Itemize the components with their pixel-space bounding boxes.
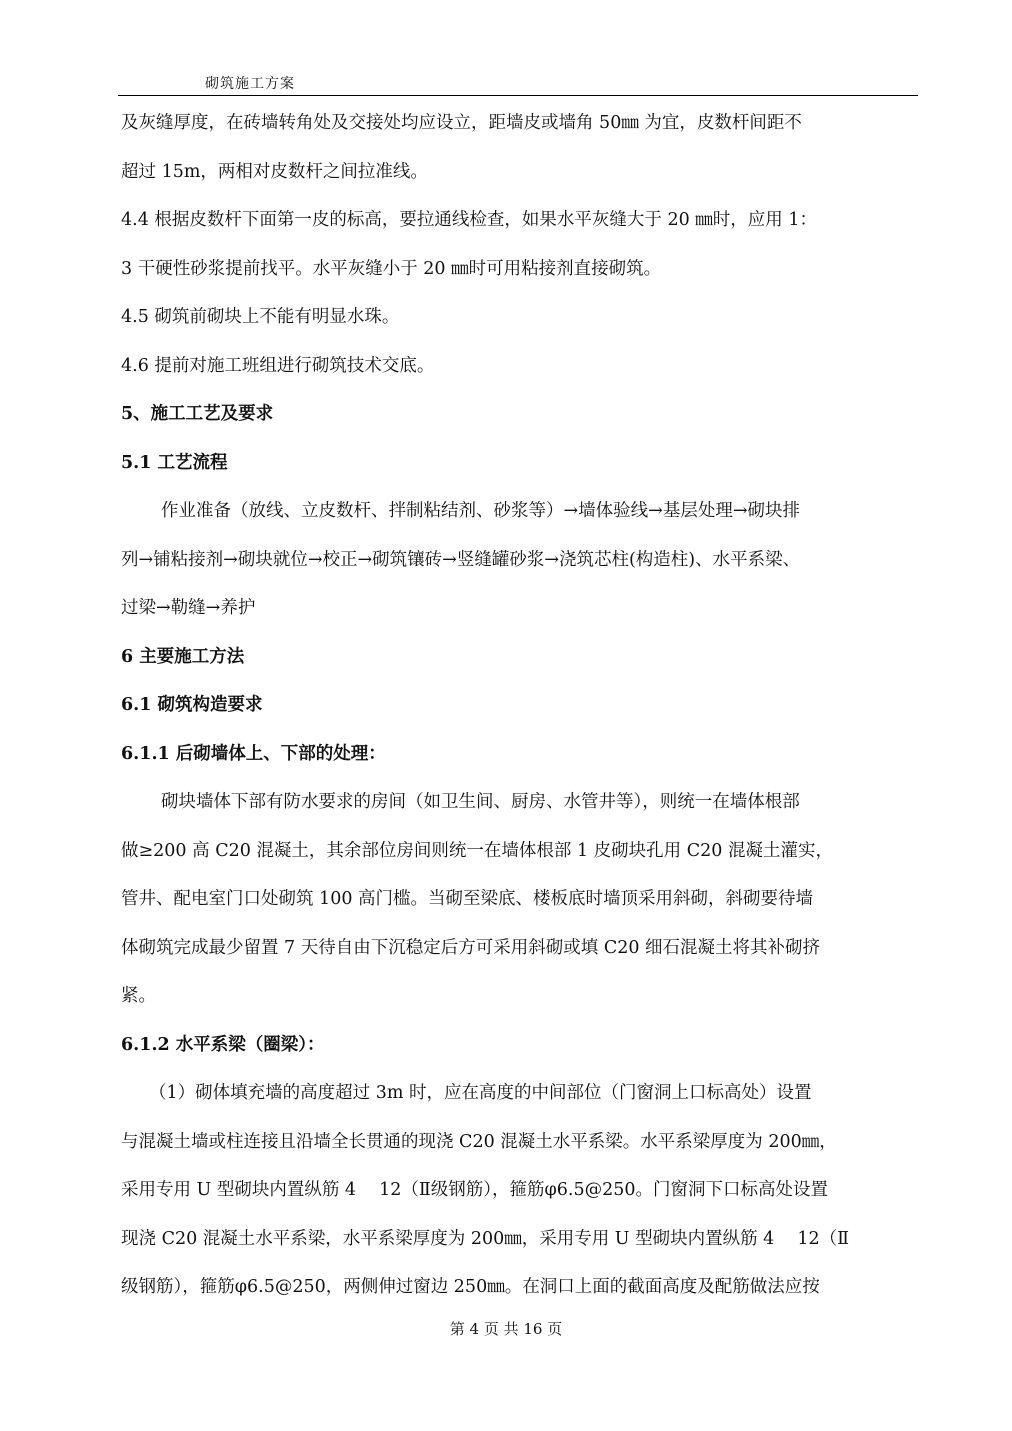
paragraph-line: 体砌筑完成最少留置 7 天待自由下沉稳定后方可采用斜砌或填 C20 细石混凝土将其补砌挤 (121, 937, 821, 958)
paragraph-line: 4.5 砌筑前砌块上不能有明显水珠。 (121, 307, 400, 327)
paragraph-line: （1）砌体填充墙的高度超过 3m 时，应在高度的中间部位（门窗洞上口标高处）设置 (149, 1083, 812, 1103)
paragraph-line: 采用专用 U 型砌块内置纵筋 4 12（Ⅱ级钢筋），箍筋φ6.5@250。门窗洞下口标高处设置 (121, 1180, 829, 1200)
paragraph-line: 及灰缝厚度，在砖墙转角处及交接处均应设立，距墙皮或墙角 50㎜ 为宜，皮数杆间距不 (121, 113, 802, 133)
section-heading: 6.1.2 水平系梁（圈梁）： (121, 1034, 325, 1055)
paragraph-line: 过梁→勒缝→养护 (121, 598, 256, 618)
section-heading: 5、施工工艺及要求 (121, 404, 274, 424)
paragraph-line: 管井、配电室门口处砌筑 100 高门槛。当砌至梁底、楼板底时墙顶采用斜砌，斜砌要待墙 (121, 889, 814, 909)
paragraph-line: 与混凝土墙或柱连接且沿墙全长贯通的现浇 C20 混凝土水平系梁。水平系梁厚度为 200㎜， (121, 1131, 837, 1152)
paragraph-line: 现浇 C20 混凝土水平系梁，水平系梁厚度为 200㎜，采用专用 U 型砌块内置纵筋 4 12（Ⅱ (121, 1228, 850, 1249)
section-heading: 6 主要施工方法 (121, 646, 245, 667)
section-heading: 6.1.1 后砌墙体上、下部的处理： (121, 743, 386, 764)
section-heading: 5.1 工艺流程 (121, 452, 228, 473)
section-heading: 6.1 砌筑构造要求 (121, 695, 263, 715)
paragraph-line: 4.4 根据皮数杆下面第一皮的标高，要拉通线检查，如果水平灰缝大于 20 ㎜时，应用 1： (121, 210, 817, 230)
paragraph-line: 砌块墙体下部有防水要求的房间（如卫生间、厨房、水管井等），则统一在墙体根部 (161, 792, 800, 812)
paragraph-line: 3 干硬性砂浆提前找平。水平灰缝小于 20 ㎜时可用粘接剂直接砌筑。 (121, 258, 662, 279)
paragraph-line: 超过 15m，两相对皮数杆之间拉准线。 (121, 161, 428, 182)
paragraph-line: 做≥200 高 C20 混凝土，其余部位房间则统一在墙体根部 1 皮砌块孔用 C20 混凝土灌实， (121, 840, 833, 861)
paragraph-line: 4.6 提前对施工班组进行砌筑技术交底。 (121, 355, 435, 376)
header-title: 砌筑施工方案 (205, 76, 295, 92)
paragraph-line: 作业准备（放线、立皮数杆、拌制粘结剂、砂浆等）→墙体验线→基层处理→砌块排 (161, 501, 800, 521)
body-text (121, 104, 918, 1317)
paragraph-line: 紧。 (121, 986, 156, 1006)
paragraph-line: 列→铺粘接剂→砌块就位→校正→砌筑镶砖→竖缝罐砂浆→浇筑芯柱(构造柱)、水平系梁、 (121, 549, 801, 570)
paragraph-line: 级钢筋），箍筋φ6.5@250，两侧伸过窗边 250㎜。在洞口上面的截面高度及配筋做法应按 (121, 1277, 820, 1297)
header-rule (118, 95, 918, 96)
page-number: 第 4 页 共 16 页 (449, 1320, 563, 1338)
